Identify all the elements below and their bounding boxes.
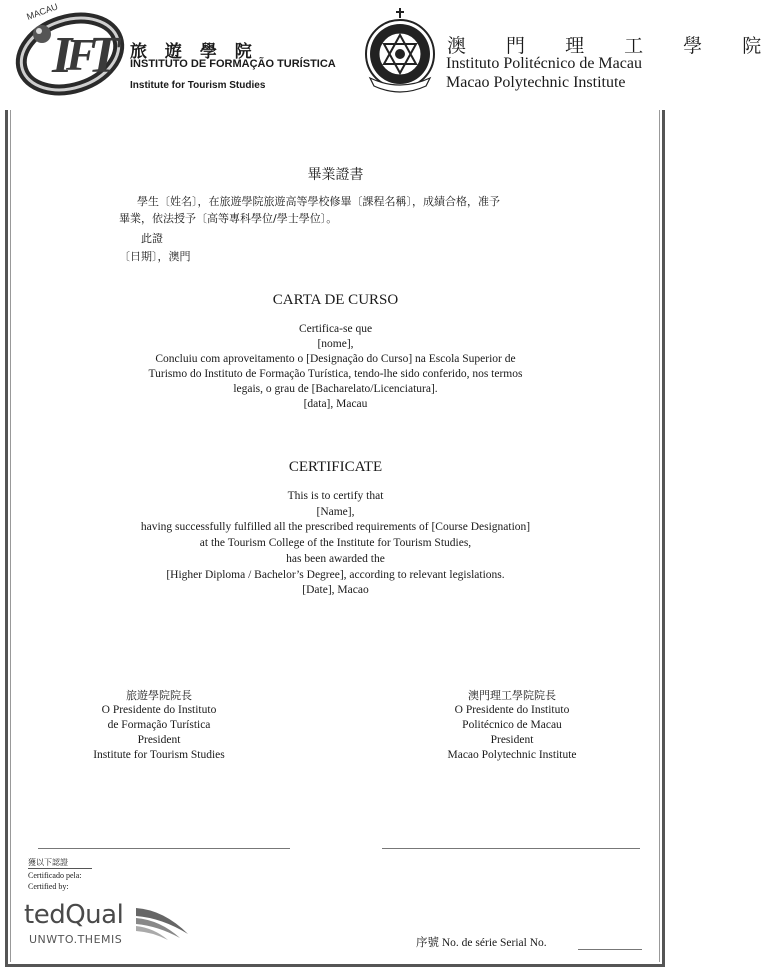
signature-left [69, 688, 249, 763]
certified-by-pt: Certificado pela: [28, 871, 82, 880]
signature-left-line: Institute for Tourism Studies [93, 749, 225, 761]
serial-number-line [578, 949, 642, 950]
frame-bottom-border [5, 964, 665, 967]
svg-text:I: I [52, 27, 73, 84]
english-line: [Higher Diploma / Bachelor’s Degree], according to relevant legislations. [166, 568, 505, 581]
signature-left-line: de Formação Turística [107, 719, 211, 731]
ipm-name-pt: Instituto Politécnico de Macau [446, 55, 642, 72]
signature-right-line: Macao Polytechnic Institute [447, 749, 577, 761]
signature-left-zh: 旅遊學院院長 [126, 689, 192, 702]
ift-name-en: Institute for Tourism Studies [130, 80, 266, 91]
tedqual-logo-text: tedQual [24, 900, 124, 930]
portuguese-line: Certifica-se que [298, 323, 373, 335]
certified-by-en: Certified by: [28, 882, 69, 891]
signature-left-line: President [137, 734, 181, 746]
portuguese-line: Turismo do Instituto de Formação Turística, tendo-lhe sido conferido, nos termos [148, 368, 523, 380]
english-line: having successfully fulfilled all the prescribed requirements of [Course Designation] [140, 521, 531, 534]
portuguese-line: Concluiu com aproveitamento o [Designação do Curso] na Escola Superior de [155, 353, 516, 365]
svg-text:T: T [88, 27, 120, 84]
svg-text:F: F [66, 29, 97, 80]
english-body [0, 489, 671, 599]
signature-right-line: O Presidente do Instituto [454, 704, 570, 716]
ift-name-pt: INSTITUTO DE FORMAÇÃO TURÍSTICA [130, 58, 336, 70]
portuguese-line: [nome], [317, 338, 354, 350]
ipm-seal-icon [360, 6, 440, 94]
chinese-line-3: 此證 [141, 232, 163, 245]
english-line: at the Tourism College of the Institute for Tourism Studies, [199, 537, 472, 550]
certified-by-zh: 獲以下認證 [28, 857, 92, 869]
tedqual-swoosh-icon [134, 904, 190, 942]
signature-line-right [382, 848, 640, 849]
portuguese-line: [data], Macau [303, 398, 368, 410]
portuguese-title: CARTA DE CURSO [272, 292, 399, 308]
chinese-line-4: 〔日期〕，澳門 [119, 250, 191, 263]
ipm-name-en: Macao Polytechnic Institute [446, 74, 626, 91]
english-line: [Name], [316, 505, 355, 518]
english-title: CERTIFICATE [288, 459, 383, 475]
signature-right [422, 688, 602, 763]
ift-logo-text: MACAU [25, 1, 60, 22]
chinese-line-1: 學生〔姓名〕，在旅遊學院旅遊高等學校修畢〔課程名稱〕，成績合格，准予 [137, 195, 500, 208]
chinese-title: 畢業證書 [307, 167, 364, 183]
ipm-name-zh: 澳 門 理 工 學 院 [447, 35, 778, 57]
english-line: has been awarded the [286, 552, 385, 565]
signature-right-line: President [490, 734, 534, 746]
signature-right-zh: 澳門理工學院院長 [468, 689, 556, 702]
signature-right-line: Politécnico de Macau [462, 719, 562, 731]
serial-number-label: 序號 No. de série Serial No. [416, 937, 547, 949]
signature-line-left [38, 848, 290, 849]
chinese-line-2: 畢業，依法授予〔高等專科學位/學士學位〕。 [119, 212, 338, 225]
english-line: [Date], Macao [302, 584, 369, 597]
ift-name-zh: 旅 遊 學 院 [130, 42, 258, 62]
signature-left-line: O Presidente do Instituto [101, 704, 217, 716]
portuguese-line: legais, o grau de [Bacharelato/Licenciatura]. [233, 383, 438, 395]
portuguese-body [0, 322, 671, 412]
unwto-themis-text: UNWTO.THEMIS [29, 933, 123, 946]
ift-logo-icon [6, 1, 128, 92]
english-line: This is to certify that [287, 490, 384, 502]
